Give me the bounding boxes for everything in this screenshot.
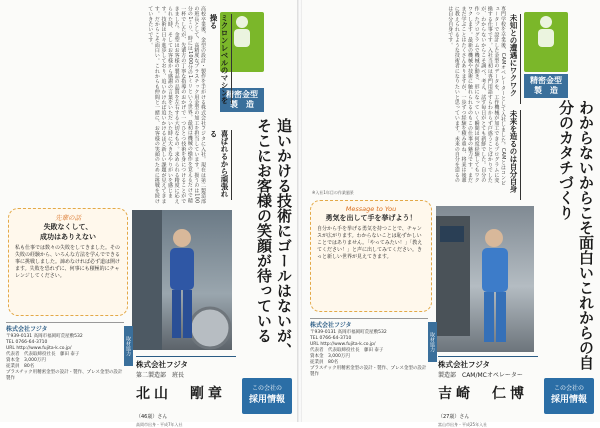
right-worker-photo	[436, 206, 534, 352]
left-advice-bubble: 先輩の話 失敗なくして、 成功はありえない 私も仕事では数々の失敗をしてきました。その失敗の経験から、いろんな方法を学んでできる事に挑戦しました。諦めなければ必ず道は開けます。失敗を恐れずに、何事にも積極的にチャレンジしてください。	[8, 208, 128, 316]
right-subhead-2: 未来を造るのは自分自身	[508, 110, 521, 200]
left-company-info: 株式会社フジタ 〒939-0131 高岡市福岡町荒屋敷532 TEL 0766-64-3710 URL http://www.fujita-k.co.jp/ 代表者 代表取締役社長 藤田 泰子 資本金 3,000万円 従業員 80名 プラスチック用精密金型の設計・製作、プレス金型の設計製作	[6, 322, 124, 414]
right-company-url[interactable]: URL http://www.fujita-k.co.jp/	[310, 342, 376, 347]
left-subhead-2: 喜ばれるから頑張れる	[208, 130, 232, 200]
right-company-info: 株式会社フジタ 〒939-0131 高岡市福岡町荒屋敷532 TEL 0766-64-3710 URL http://www.fujita-k.co.jp/ 代表者 代表取締役社長 藤田 泰子 資本金 3,000万円 従業員 80名 プラスチック用精密金型の設計・製作、プレス金型の設計製作	[310, 318, 428, 414]
right-message-bubble: Message to You 勇気を出して手を挙げよう！ 自分から手を挙げる勇気を持つことで、チャンスが広がります。わからないことは恥ずかしいことではありません。「やってみたい！」「教えてください！」と声に出してみてください。きっと新しい世界が見えてきます。	[310, 200, 432, 312]
left-recruit-button[interactable]: この会社の 採用情報	[242, 378, 292, 414]
left-person-name: 北山 剛章	[136, 386, 226, 402]
left-info-label: 取材協力	[124, 326, 133, 366]
right-page	[302, 0, 600, 427]
person-icon	[524, 12, 568, 50]
left-worker-photo	[132, 210, 232, 350]
right-headline: わからないからこそ面白いこれからの自分のカタチづくり	[557, 100, 595, 370]
right-person-name: 吉崎 仁博	[438, 386, 528, 402]
left-name-card: 株式会社フジタ 第二製造部 班長 北山 剛章（46歳）さん 高岡市出身・平成7年入社	[136, 356, 236, 418]
left-subhead-1: ミクロンレベルのマシンを操る	[208, 14, 232, 104]
left-body-text: 高校卒業後、金型の設計・製作を手がける株式会社フジタに入社。現在は第二製造部の班長として、高精度なプラスチック用金型の加工を担当しています。扱うのは100分の1ミリ、時には1000分の1ミリという世界。最初は機械の操作を覚えるだけで精一杯でしたが、先輩方の丁寧な指導のおかげで一つひとつ技術を身につけることができました。金型はお客様の製品の品質を左右する大切なもの。求められる精度に応えられた時、そしてお客様から感謝の言葉をいただいた時に大きなやりがいを感じます。技術は日々進歩しており、追いかければ追いかけるほど新しい課題が見えてきます。だからこそ面白い。これからも仲間と一緒に、お客様の笑顔のために挑戦を続けていきたいです。	[147, 6, 206, 204]
right-name-card: 株式会社フジタ 製造部 CAM/MCオペレーター 吉崎 仁博（27歳）さん 富山市出身・平成25年入社	[438, 356, 538, 418]
right-recruit-button[interactable]: この会社の 採用情報	[544, 378, 594, 414]
right-body-text: 専門学校を卒業後、CAMオペレーターとして入社しました。CAMとはコンピューターで設計した金型のデータを、工作機械が加工できるプログラムに変換する仕事です。入社当初は専門用語すらわからず戸惑うことばかりでしたが、わからないからこそ調べ、考え、試す毎日がとても新鮮でした。自分の作ったプログラムで機械が動き、形になっていく瞬間は何度経験してもワクワクします。最新の機械や技術に触れられるのもこの仕事の魅力です。まだまだ学ぶことはたくさんありますが、一歩ずつ経験を積み重ね、将来は後輩に教えられるような技術者になりたいと思っています。未来の自分を造るのは自分自身です。	[447, 6, 506, 186]
left-category-tag: 精密金型 製 造	[220, 88, 264, 112]
left-company-url[interactable]: URL http://www.fujita-k.co.jp/	[6, 346, 72, 351]
right-category-tag: 精密金型 製 造	[524, 74, 568, 98]
right-subhead-1: 未知との遭遇にワクワク	[508, 14, 521, 104]
right-info-label: 取材協力	[428, 322, 437, 362]
left-headline: 追いかける技術にゴールはないが、そこにお客様の笑顔が待っている	[255, 118, 293, 358]
right-caption: ※入社1年目の作業風景	[312, 190, 354, 195]
right-category-band	[524, 12, 568, 72]
left-page	[0, 0, 298, 427]
